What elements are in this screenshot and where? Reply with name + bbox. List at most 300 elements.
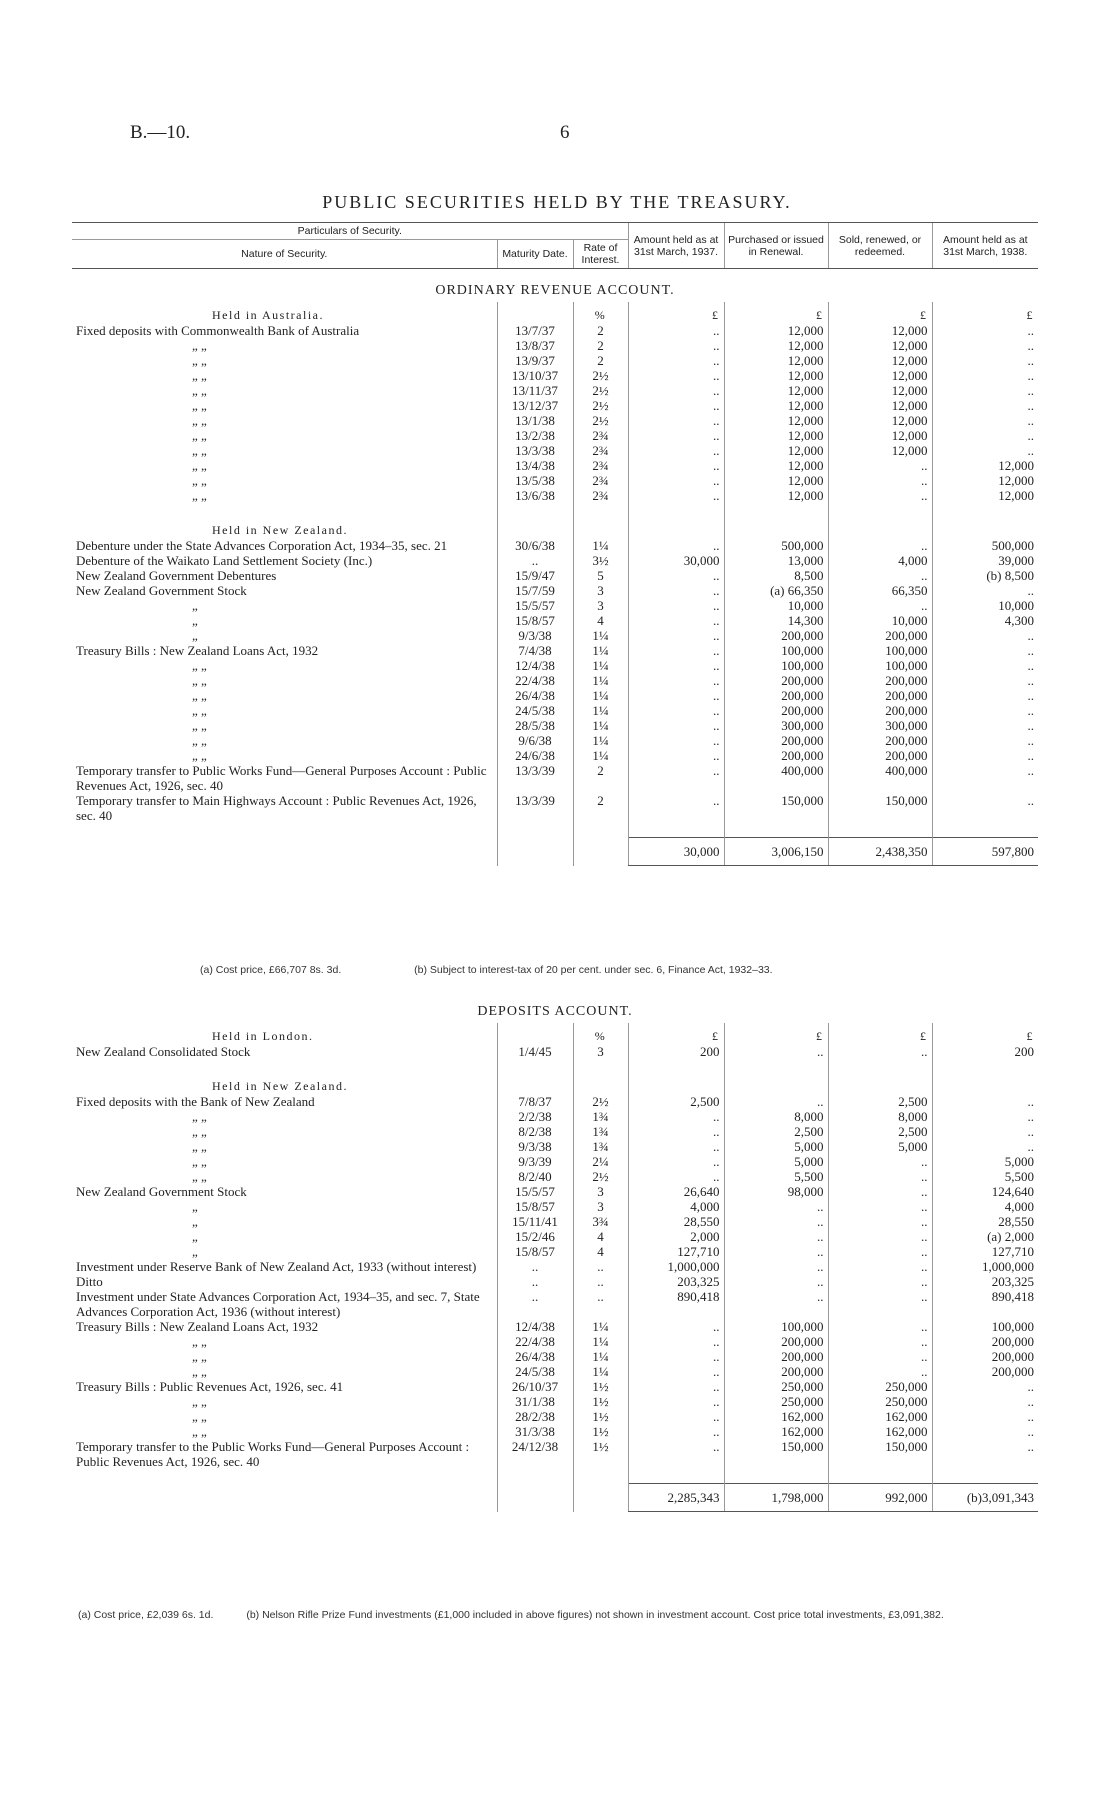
spacer [828, 823, 932, 838]
amount-unit-purchased [724, 1073, 828, 1094]
amount-held-1938: .. [932, 1124, 1038, 1139]
table-row [72, 368, 1038, 383]
amount-sold: 12,000 [828, 413, 932, 428]
amount-unit-1938: £ [932, 1023, 1038, 1044]
amount-purchased: 400,000 [724, 763, 828, 793]
interest-rate: 2¼ [573, 1154, 628, 1169]
table-row [72, 568, 1038, 583]
interest-rate: 2½ [573, 383, 628, 398]
amount-held-1938: .. [932, 793, 1038, 823]
amount-held-1938: .. [932, 673, 1038, 688]
amount-sold: 2,500 [828, 1124, 932, 1139]
maturity-date: 15/5/57 [497, 1184, 573, 1199]
amount-held-1938: 200 [932, 1044, 1038, 1059]
amount-held-1937: .. [628, 1169, 724, 1184]
held-in-london-heading [72, 1023, 1038, 1044]
col-sold: Sold, renewed, or redeemed. [828, 223, 932, 269]
table-row [72, 733, 1038, 748]
amount-purchased: .. [724, 1214, 828, 1229]
amount-held-1937: .. [628, 1124, 724, 1139]
col-maturity: Maturity Date. [497, 240, 573, 269]
deposits-held-in-new-zealand-heading-text: Held in New Zealand. [212, 1079, 348, 1093]
amount-held-1938: .. [932, 338, 1038, 353]
interest-rate: 1¼ [573, 628, 628, 643]
security-description: „ „ [192, 398, 207, 413]
amount-sold: .. [828, 1274, 932, 1289]
amount-purchased: 12,000 [724, 398, 828, 413]
interest-rate: 2¾ [573, 443, 628, 458]
amount-held-1938: .. [932, 428, 1038, 443]
table-row [72, 598, 1038, 613]
amount-unit-1938 [932, 1073, 1038, 1094]
amount-held-1937: .. [628, 1424, 724, 1439]
interest-rate: 3 [573, 1044, 628, 1059]
amount-held-1938: 200,000 [932, 1364, 1038, 1379]
amount-held-1937: 203,325 [628, 1274, 724, 1289]
amount-unit-1938 [932, 517, 1038, 538]
amount-held-1938: 203,325 [932, 1274, 1038, 1289]
amount-held-1937: .. [628, 793, 724, 823]
amount-sold: .. [828, 1244, 932, 1259]
security-description: „ [192, 598, 198, 613]
table-row [72, 1394, 1038, 1409]
total-held-1937: 30,000 [628, 838, 724, 866]
maturity-date: 13/2/38 [497, 428, 573, 443]
page-title: PUBLIC SECURITIES HELD BY THE TREASURY. [322, 192, 792, 212]
amount-unit-1937 [628, 517, 724, 538]
amount-purchased: 162,000 [724, 1424, 828, 1439]
totals-spacer [573, 838, 628, 866]
security-description: „ „ [192, 413, 207, 428]
table-row [72, 1124, 1038, 1139]
securities-table-wrapper [72, 222, 1038, 866]
amount-held-1938: 1,000,000 [932, 1259, 1038, 1274]
spacer [573, 503, 628, 517]
maturity-date: 15/9/47 [497, 568, 573, 583]
deposits-table [72, 990, 1038, 1512]
amount-sold: .. [828, 1184, 932, 1199]
amount-purchased: 5,000 [724, 1154, 828, 1169]
amount-purchased: 200,000 [724, 748, 828, 763]
total-sold: 992,000 [828, 1484, 932, 1512]
table-row [72, 1259, 1038, 1274]
amount-held-1938: .. [932, 703, 1038, 718]
table-row [72, 1199, 1038, 1214]
held-in-australia-heading-text: Held in Australia. [212, 308, 324, 322]
interest-rate: 1¼ [573, 538, 628, 553]
amount-held-1937: .. [628, 458, 724, 473]
amount-held-1938: .. [932, 413, 1038, 428]
amount-sold: .. [828, 1289, 932, 1319]
amount-purchased: 12,000 [724, 383, 828, 398]
amount-purchased: 5,500 [724, 1169, 828, 1184]
amount-held-1937: .. [628, 703, 724, 718]
col-purchased: Purchased or issued in Renewal. [724, 223, 828, 269]
maturity-spacer [497, 302, 573, 323]
maturity-date: 24/5/38 [497, 1364, 573, 1379]
amount-purchased: 12,000 [724, 323, 828, 338]
amount-sold: 12,000 [828, 368, 932, 383]
interest-rate: 1¼ [573, 1334, 628, 1349]
table-row [72, 323, 1038, 338]
amount-held-1938: 12,000 [932, 458, 1038, 473]
amount-unit-sold [828, 517, 932, 538]
amount-held-1938: 890,418 [932, 1289, 1038, 1319]
interest-rate: 1¾ [573, 1139, 628, 1154]
amount-sold: 4,000 [828, 553, 932, 568]
amount-purchased: 12,000 [724, 338, 828, 353]
amount-held-1938: .. [932, 748, 1038, 763]
spacer [72, 1469, 497, 1484]
table-row [72, 718, 1038, 733]
interest-rate: 1½ [573, 1379, 628, 1394]
maturity-date: 13/11/37 [497, 383, 573, 398]
amount-held-1938: 28,550 [932, 1214, 1038, 1229]
amount-purchased: 100,000 [724, 1319, 828, 1334]
table-row [72, 583, 1038, 598]
amount-held-1937: .. [628, 673, 724, 688]
interest-rate: 1¼ [573, 718, 628, 733]
amount-held-1938: 100,000 [932, 1319, 1038, 1334]
amount-sold: 150,000 [828, 793, 932, 823]
maturity-date: .. [497, 1259, 573, 1274]
security-description: Temporary transfer to Main Highways Account : Public Revenues Act, 1926, sec. 40 [76, 793, 477, 823]
amount-sold: .. [828, 1259, 932, 1274]
table-row [72, 793, 1038, 823]
security-description: „ [192, 628, 198, 643]
amount-sold: 162,000 [828, 1409, 932, 1424]
amount-sold: .. [828, 1334, 932, 1349]
amount-sold: 100,000 [828, 643, 932, 658]
deposits-note-b: (b) Nelson Rifle Prize Fund investments (£1,000 included in above figures) not shown in investment account. Cost price total investments, £3,091,382. [246, 1609, 944, 1621]
maturity-date: 13/7/37 [497, 323, 573, 338]
interest-rate: 2 [573, 353, 628, 368]
maturity-date: 26/4/38 [497, 1349, 573, 1364]
amount-held-1937: .. [628, 353, 724, 368]
amount-sold: 12,000 [828, 338, 932, 353]
spacer [72, 1059, 497, 1073]
table-row [72, 1289, 1038, 1319]
maturity-date: 31/3/38 [497, 1424, 573, 1439]
table-row [72, 1319, 1038, 1334]
maturity-date: 26/10/37 [497, 1379, 573, 1394]
spacer-row [72, 503, 1038, 517]
security-description: „ „ [192, 1424, 207, 1439]
interest-rate: .. [573, 1259, 628, 1274]
table-row [72, 688, 1038, 703]
amount-held-1937: 30,000 [628, 553, 724, 568]
held-in-london-heading-text: Held in London. [212, 1029, 314, 1043]
maturity-date: 2/2/38 [497, 1109, 573, 1124]
security-description: Investment under State Advances Corporation Act, 1934–35, and sec. 7, State Advances Corporation Act, 1936 (without interest) [76, 1289, 480, 1319]
amount-held-1937: .. [628, 1334, 724, 1349]
spacer-row [72, 823, 1038, 838]
total-held-1937: 2,285,343 [628, 1484, 724, 1512]
security-description: „ „ [192, 428, 207, 443]
table-row [72, 1229, 1038, 1244]
amount-sold: .. [828, 1169, 932, 1184]
interest-rate: 1¾ [573, 1109, 628, 1124]
security-description: „ „ [192, 473, 207, 488]
held-in-australia-heading [72, 302, 1038, 323]
amount-held-1937: .. [628, 1154, 724, 1169]
interest-rate: 1¼ [573, 1364, 628, 1379]
amount-sold: .. [828, 473, 932, 488]
securities-table [72, 222, 1038, 866]
amount-purchased: 13,000 [724, 553, 828, 568]
maturity-date: 13/12/37 [497, 398, 573, 413]
amount-held-1938: 5,500 [932, 1169, 1038, 1184]
amount-purchased: 12,000 [724, 428, 828, 443]
amount-held-1938: 10,000 [932, 598, 1038, 613]
amount-sold: 12,000 [828, 323, 932, 338]
interest-rate: 1½ [573, 1439, 628, 1469]
table-row [72, 488, 1038, 503]
amount-held-1938: .. [932, 1394, 1038, 1409]
amount-purchased: 200,000 [724, 703, 828, 718]
amount-held-1938: 12,000 [932, 488, 1038, 503]
maturity-date: 13/9/37 [497, 353, 573, 368]
amount-sold: 300,000 [828, 718, 932, 733]
col-particulars: Particulars of Security. [72, 223, 628, 240]
maturity-date: 13/8/37 [497, 338, 573, 353]
amount-purchased: 2,500 [724, 1124, 828, 1139]
security-description: „ „ [192, 1139, 207, 1154]
amount-held-1937: .. [628, 1349, 724, 1364]
amount-sold: 250,000 [828, 1379, 932, 1394]
security-description: „ „ [192, 1394, 207, 1409]
amount-held-1938: .. [932, 1424, 1038, 1439]
security-description: „ „ [192, 1364, 207, 1379]
interest-rate: 1½ [573, 1424, 628, 1439]
security-description: Temporary transfer to the Public Works Fund—General Purposes Account : Public Revenues Act, 1926, sec. 40 [76, 1439, 470, 1469]
amount-sold: 5,000 [828, 1139, 932, 1154]
totals-spacer [573, 1484, 628, 1512]
security-description: „ „ [192, 383, 207, 398]
table-row [72, 748, 1038, 763]
ordinary-footnotes [200, 964, 1020, 976]
amount-held-1938: .. [932, 1139, 1038, 1154]
table-header [72, 223, 1038, 269]
amount-held-1937: .. [628, 763, 724, 793]
ordinary-revenue-title-text: ORDINARY REVENUE ACCOUNT. [435, 283, 675, 298]
total-sold: 2,438,350 [828, 838, 932, 866]
amount-held-1938: .. [932, 443, 1038, 458]
maturity-date: 13/3/38 [497, 443, 573, 458]
deposits-account-title-text: DEPOSITS ACCOUNT. [477, 1004, 633, 1019]
amount-unit-1938: £ [932, 302, 1038, 323]
amount-purchased: 150,000 [724, 793, 828, 823]
security-description: „ [192, 1199, 198, 1214]
maturity-date: 15/5/57 [497, 598, 573, 613]
maturity-date: 7/8/37 [497, 1094, 573, 1109]
security-description: „ „ [192, 488, 207, 503]
interest-rate: 2 [573, 323, 628, 338]
table-row [72, 763, 1038, 793]
maturity-date: 22/4/38 [497, 673, 573, 688]
security-description: Treasury Bills : New Zealand Loans Act, 1932 [76, 1319, 319, 1334]
spacer [628, 503, 724, 517]
amount-unit-purchased: £ [724, 302, 828, 323]
page-number: 6 [560, 122, 570, 143]
maturity-date: 13/10/37 [497, 368, 573, 383]
security-description: Fixed deposits with the Bank of New Zealand [76, 1094, 315, 1109]
maturity-date: 15/2/46 [497, 1229, 573, 1244]
totals-spacer [497, 1484, 573, 1512]
amount-held-1938: .. [932, 353, 1038, 368]
spacer [724, 1059, 828, 1073]
security-description: „ „ [192, 703, 207, 718]
amount-sold: 100,000 [828, 658, 932, 673]
security-description: „ „ [192, 1334, 207, 1349]
col-held-1938: Amount held as at 31st March, 1938. [932, 223, 1038, 269]
spacer [573, 1059, 628, 1073]
interest-rate: 2 [573, 793, 628, 823]
amount-unit-sold: £ [828, 1023, 932, 1044]
maturity-date: 15/8/57 [497, 613, 573, 628]
amount-held-1937: .. [628, 583, 724, 598]
spacer [724, 1469, 828, 1484]
table-row [72, 628, 1038, 643]
amount-held-1937: .. [628, 383, 724, 398]
spacer [497, 1059, 573, 1073]
table-row [72, 458, 1038, 473]
spacer [724, 503, 828, 517]
amount-sold: 200,000 [828, 628, 932, 643]
amount-held-1938: .. [932, 1379, 1038, 1394]
total-held-1938: 597,800 [932, 838, 1038, 866]
table-row [72, 1439, 1038, 1469]
amount-sold: 12,000 [828, 428, 932, 443]
table-row [72, 538, 1038, 553]
interest-rate: 2¾ [573, 488, 628, 503]
amount-sold: 162,000 [828, 1424, 932, 1439]
amount-held-1938: .. [932, 688, 1038, 703]
spacer [828, 1059, 932, 1073]
col-rate: Rate of Interest. [573, 240, 628, 269]
security-description: „ „ [192, 1124, 207, 1139]
amount-held-1937: .. [628, 428, 724, 443]
amount-held-1937: .. [628, 473, 724, 488]
security-description: „ „ [192, 338, 207, 353]
amount-held-1937: .. [628, 338, 724, 353]
security-description: „ „ [192, 688, 207, 703]
interest-rate: 3¾ [573, 1214, 628, 1229]
ordinary-note-a: (a) Cost price, £66,707 8s. 3d. [200, 964, 342, 976]
amount-unit-1937: £ [628, 1023, 724, 1044]
interest-rate: 3 [573, 1199, 628, 1214]
amount-sold: 150,000 [828, 1439, 932, 1469]
maturity-date: 13/3/39 [497, 763, 573, 793]
security-description: „ „ [192, 733, 207, 748]
amount-held-1938: 124,640 [932, 1184, 1038, 1199]
interest-rate: 1¼ [573, 1319, 628, 1334]
interest-rate: 4 [573, 1244, 628, 1259]
table-row [72, 658, 1038, 673]
amount-unit-sold [828, 1073, 932, 1094]
security-description: New Zealand Government Debentures [76, 568, 277, 583]
amount-held-1938: 200,000 [932, 1349, 1038, 1364]
report-reference: B.—10. [130, 122, 191, 143]
amount-purchased: 200,000 [724, 673, 828, 688]
amount-purchased: 200,000 [724, 688, 828, 703]
amount-purchased: 250,000 [724, 1394, 828, 1409]
amount-purchased: .. [724, 1259, 828, 1274]
security-description: „ „ [192, 718, 207, 733]
amount-held-1938: .. [932, 1109, 1038, 1124]
table-row [72, 1154, 1038, 1169]
amount-sold: 200,000 [828, 703, 932, 718]
deposits-held-in-new-zealand-heading [72, 1073, 1038, 1094]
amount-sold: 200,000 [828, 688, 932, 703]
amount-held-1937: .. [628, 488, 724, 503]
maturity-date: 15/8/57 [497, 1199, 573, 1214]
maturity-date: 9/3/38 [497, 1139, 573, 1154]
amount-held-1938: .. [932, 658, 1038, 673]
spacer [724, 823, 828, 838]
page-header [130, 122, 990, 152]
ordinary-revenue-section [72, 269, 1038, 866]
table-row [72, 1364, 1038, 1379]
interest-rate: 1¼ [573, 688, 628, 703]
amount-purchased: 12,000 [724, 473, 828, 488]
amount-held-1938: 200,000 [932, 1334, 1038, 1349]
amount-purchased: 12,000 [724, 413, 828, 428]
amount-held-1937: 1,000,000 [628, 1259, 724, 1274]
security-description: „ „ [192, 368, 207, 383]
amount-purchased: .. [724, 1244, 828, 1259]
amount-held-1938: .. [932, 763, 1038, 793]
interest-rate: 3 [573, 583, 628, 598]
deposits-section [72, 990, 1038, 1512]
amount-purchased: 14,300 [724, 613, 828, 628]
interest-rate: 3 [573, 1184, 628, 1199]
security-description: New Zealand Government Stock [76, 1184, 247, 1199]
security-description: „ „ [192, 443, 207, 458]
security-description: New Zealand Government Stock [76, 583, 247, 598]
totals-label-spacer [72, 838, 497, 866]
amount-held-1938: .. [932, 1409, 1038, 1424]
amount-held-1938: 4,000 [932, 1199, 1038, 1214]
interest-rate: 1¼ [573, 703, 628, 718]
amount-held-1937: 127,710 [628, 1244, 724, 1259]
interest-rate: 1¼ [573, 673, 628, 688]
maturity-date: 28/2/38 [497, 1409, 573, 1424]
amount-held-1937: .. [628, 1409, 724, 1424]
amount-sold: .. [828, 488, 932, 503]
amount-sold: 200,000 [828, 748, 932, 763]
amount-held-1938: .. [932, 323, 1038, 338]
amount-held-1937: 26,640 [628, 1184, 724, 1199]
amount-unit-sold: £ [828, 302, 932, 323]
interest-rate: 1½ [573, 1409, 628, 1424]
table-row [72, 398, 1038, 413]
interest-rate: 2½ [573, 368, 628, 383]
amount-sold: 10,000 [828, 613, 932, 628]
security-description: „ [192, 1244, 198, 1259]
maturity-date: 24/12/38 [497, 1439, 573, 1469]
maturity-date: 26/4/38 [497, 688, 573, 703]
amount-sold: 12,000 [828, 383, 932, 398]
table-row [72, 353, 1038, 368]
amount-sold: 12,000 [828, 443, 932, 458]
amount-sold: .. [828, 1349, 932, 1364]
amount-held-1938: 127,710 [932, 1244, 1038, 1259]
amount-held-1938: (a) 2,000 [932, 1229, 1038, 1244]
table-row [72, 1244, 1038, 1259]
amount-held-1937: .. [628, 613, 724, 628]
interest-rate: 2½ [573, 398, 628, 413]
